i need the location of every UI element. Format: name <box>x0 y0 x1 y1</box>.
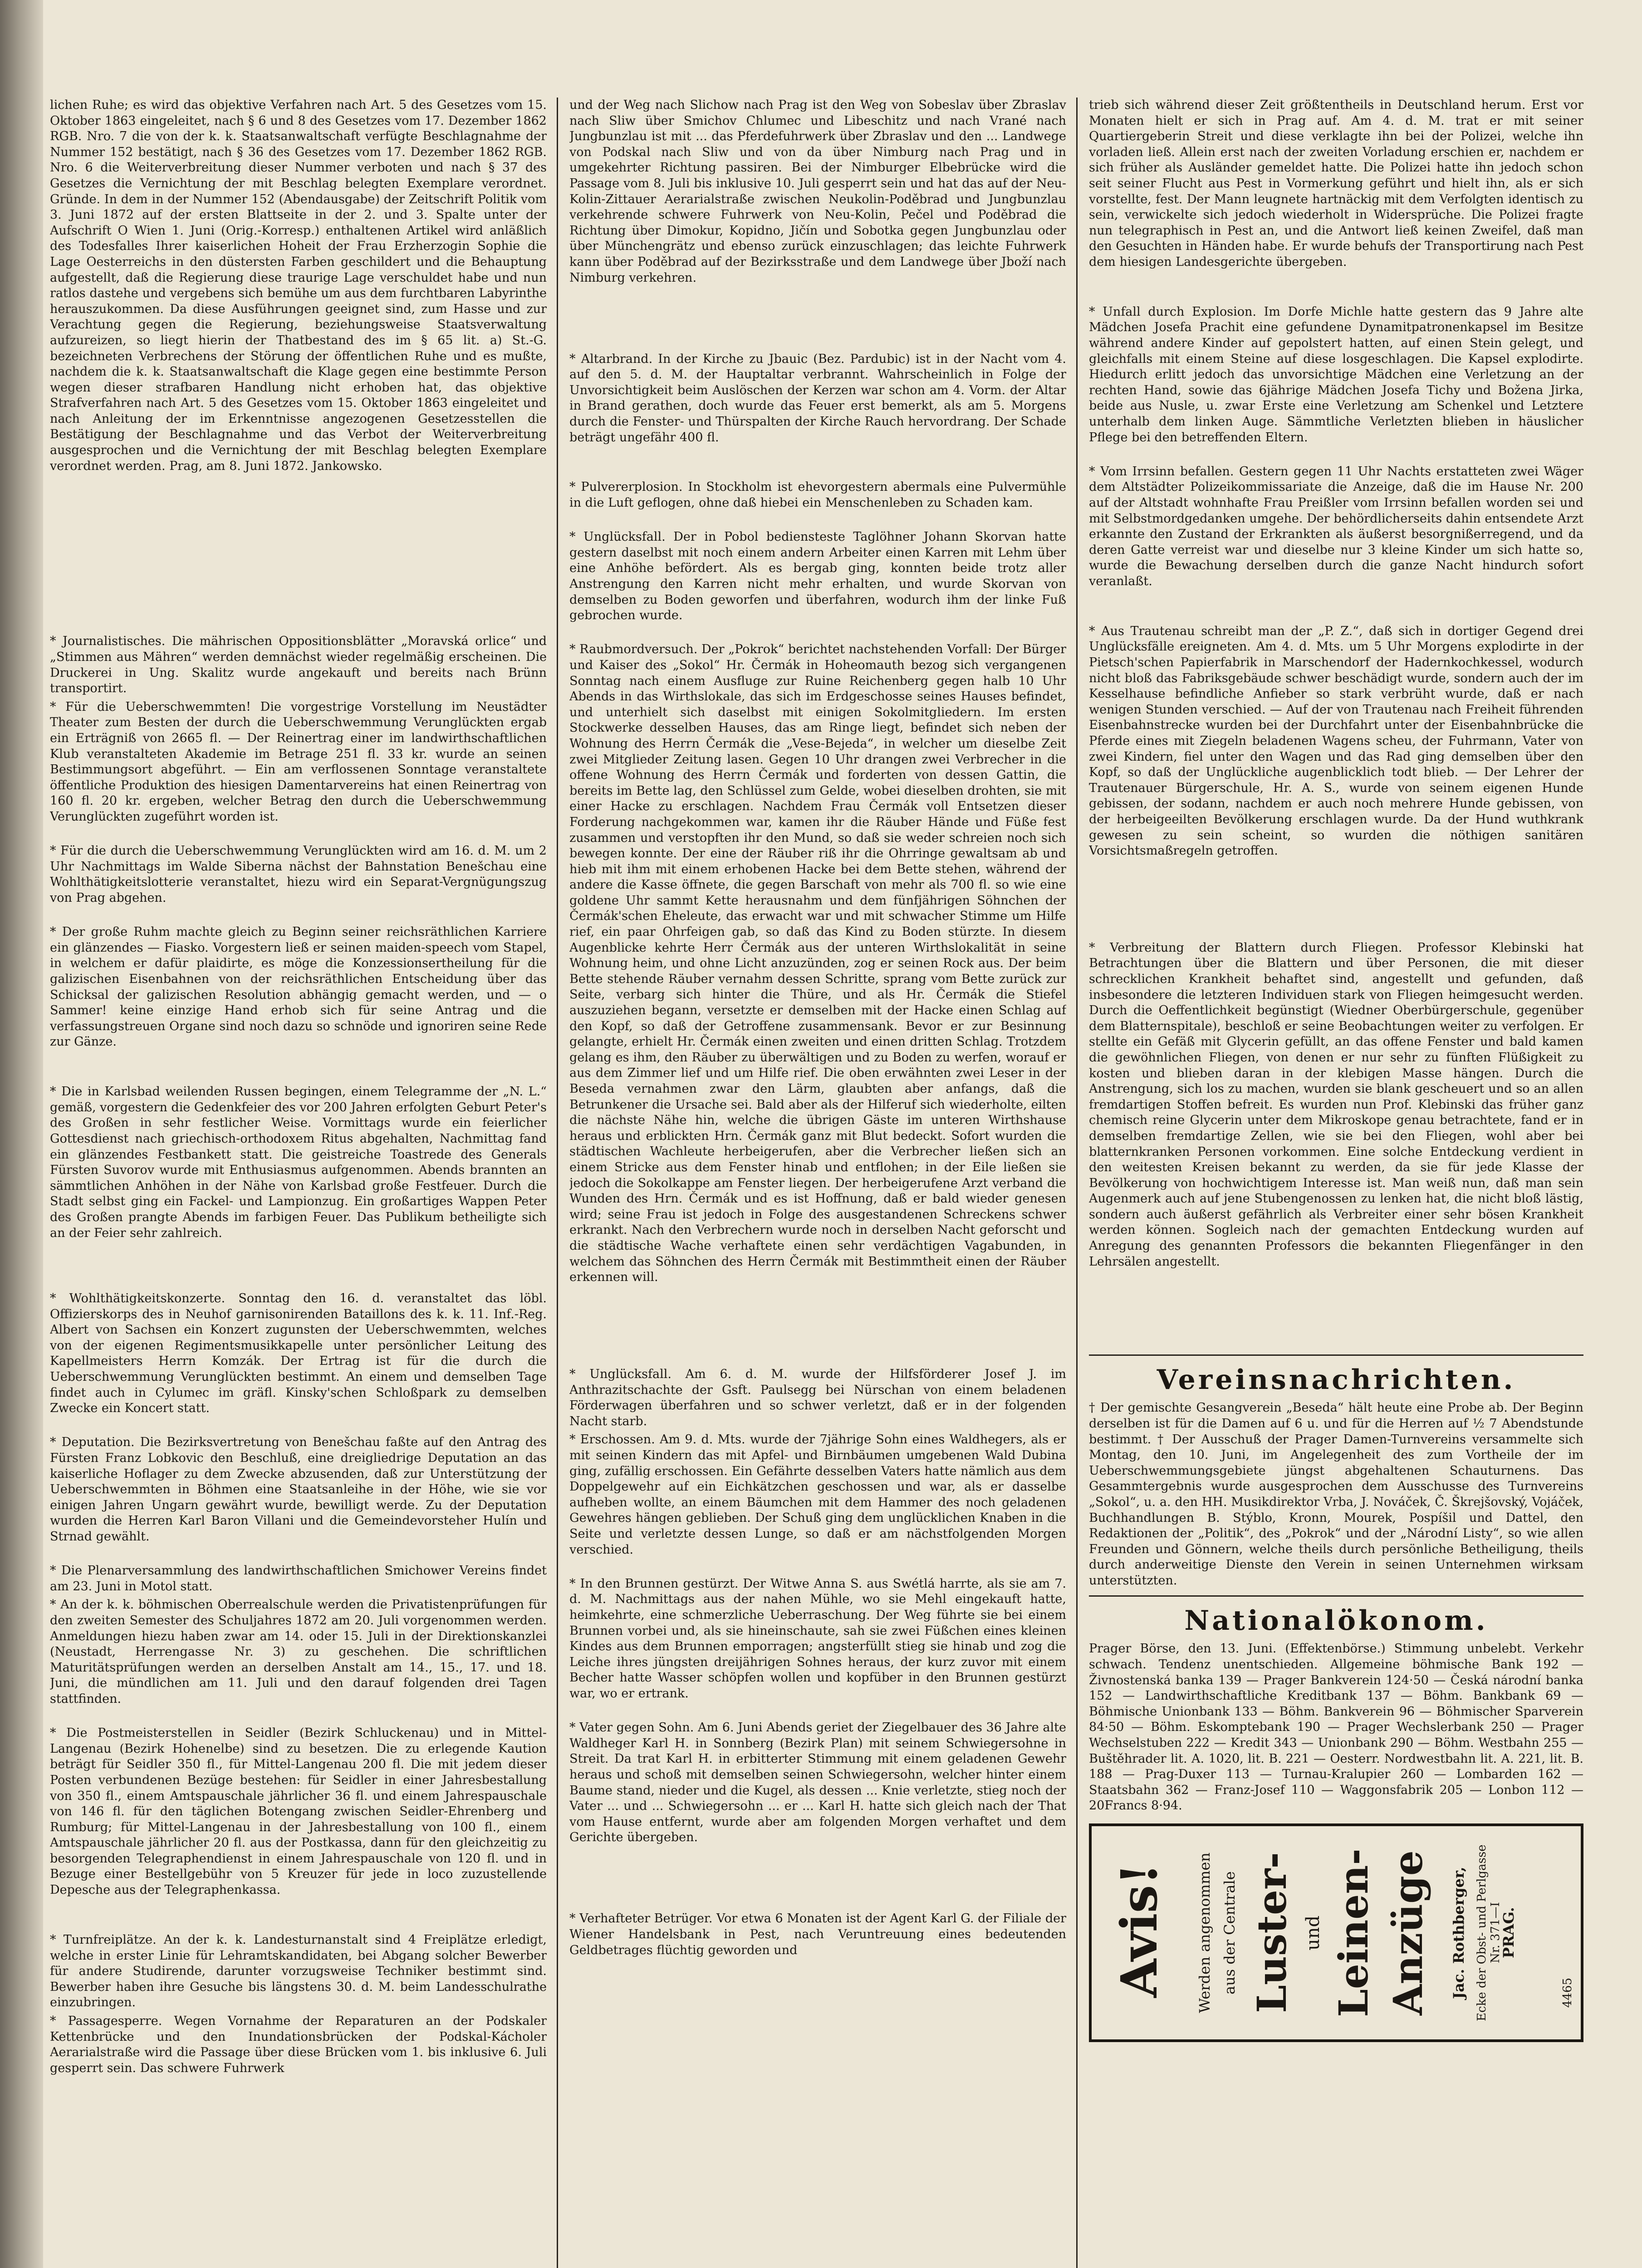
article: * Pulvererplosion. In Stockholm ist ehevorgestern abermals eine Pulvermühle in die Luft geflogen, ohne daß hiebei ein Menschenleben zu Schaden kam. <box>569 480 1066 510</box>
avis-und: und <box>1303 1915 1323 1950</box>
article: trieb sich während dieser Zeit größtentheils in Deutschland herum. Erst vor Monaten hielt er sich in Prag auf. Am 4. d. M. trat er mit seiner Quartiergeberin Streit und diese verklagte ihn bei der Polizei, welche ihn vorladen ließ. Allein erst nach der zweiten Vorladung erschien er, nachdem er sich früher als Ausländer gemeldet hatte. Die Polizei hatte ihn jedoch schon seit seiner Flucht aus Pest in Vormerkung geführt und hielt ihn, als er sich vorstellte, fest. Der Mann leugnete hartnäckig mit dem Verfolgten identisch zu sein, verwickelte sich jedoch wiederholt in Widersprüche. Die Polizei fragte nun telegraphisch in Pest an, und die Antwort ließ keinen Zweifel, daß man den Gesuchten in Händen habe. Er wurde behufs der Transportirung nach Pest dem hiesigen Landesgerichte übergeben. <box>1089 98 1583 269</box>
article: * Verbreitung der Blattern durch Fliegen. Professor Klebinski hat Betrachtungen über die Blattern und über Personen, die mit dieser schrecklichen Krankheit behaftet sind, angestellt und gefunden, daß insbesondere die letzteren Individuen stark von Fliegen heimgesucht werden. Durch die Oeffentlichkeit begünstigt (Wiedner Oberbürgerschule, gegenüber dem Blatternspitale), beschloß er seine Beobachtungen weiter zu verfolgen. Er stellte ein Gefäß mit Glycerin gefüllt, an das offene Fenster und bald kamen die gewöhnlichen Fliegen, von denen er nur sehr zu fünften Flüßigkeit zu kosten und blieben daran in der klebigen Masse hängen. Durch die Anstrengung, sich los zu machen, wurden sie blank gescheuert und so an allen fremdartigen Stoffen befreit. Es wurden nun Prof. Klebinski das früher ganz chemisch reine Glycerin unter dem Mikroskope genau betrachtete, fand er in demselben fremdartige Zellen, wie sie bei den Fliegen, wohl aber bei blatternkranken Personen vorkommen. Eine solche Entdeckung verdient in den weitesten Kreisen bekannt zu werden, da sie für jede Klasse der Bevölkerung von hochwichtigem Interesse ist. Man weiß nun, daß man sein Augenmerk auch auf jene Stubengenossen zu lenken hat, die nicht bloß lästig, sondern auch äußerst gefährlich als Verbreiter einer sehr bösen Krankheit werden können. Sogleich nach der gemachten Entdeckung wurden auf Anregung des genannten Professors die bekannten Fliegenfänger in den Lehrsälen angestellt. <box>1089 940 1583 1269</box>
article: * An der k. k. böhmischen Oberrealschule werden die Privatistenprüfungen für den zweiten Semester des Schuljahres 1872 am 20. Juli vorgenommen werden. Anmeldungen hiezu haben zwar am 14. oder 15. Juli in der Direktionskanzlei (Neustadt, Herrengasse Nr. 3) zu geschehen. Die schriftlichen Maturitätsprüfungen werden an derselben Anstalt am 14., 15., 17. und 18. Juni, die mündlichen am 11. Juli und den darauf folgenden drei Tagen stattfinden. <box>50 1598 547 1706</box>
avis-luster: Luster- <box>1248 1852 1295 2014</box>
article: * Passagesperre. Wegen Vornahme der Reparaturen an der Podskaler Kettenbrücke und den Inundationsbrücken der Podskal-Kácholer Aerarialstraße wird die Passage über diese Brücken vom 1. bis inklusive 6. Juli gesperrt sein. Das schwere Fuhrwerk <box>50 2014 547 2075</box>
column-1 <box>50 98 547 2079</box>
article: * Die in Karlsbad weilenden Russen begingen, einem Telegramme der „N. L.“ gemäß, vorgestern die Gedenkfeier des vor 200 Jahren erfolgten Geburt Peter's des Großen in sehr festlicher Weise. Vormittags wurde ein feierlicher Gottesdienst nach griechisch-orthodoxem Ritus abgehalten, Nachmittag fand ein glänzendes Festbankett statt. Die geistreiche Toastrede des Generals Fürsten Suvorov wurde mit Enthusiasmus aufgenommen. Abends brannten an sämmtlichen Anhöhen in der Nähe von Karlsbad große Festfeuer. Durch die Stadt selbst ging ein Fackel- und Lampionzug. Ein großartiges Wappen Peter des Großen prangte Abends im farbigen Feuer. Das Publikum betheiligte sich an der Feier sehr zahlreich. <box>50 1085 547 1240</box>
column-rule <box>557 98 558 2268</box>
binding-shadow <box>0 0 43 2268</box>
avis-leinen: Leinen- <box>1330 1848 1377 2018</box>
avis-number: 4465 <box>1561 1978 1574 2008</box>
article: * Vater gegen Sohn. Am 6. Juni Abends geriet der Ziegelbauer des 36 Jahre alte Waldheger Karl H. in Sonnberg (Bezirk Plan) mit seinem Schwiegersohne in Streit. Da trat Karl H. in erbitterter Stimmung mit einem geladenen Gewehr heraus und schoß mit demselben seinen Schwiegersohn, welcher hinter einem Baume stand, nieder und die Kugel, als dessen ... Knie verletzte, stieg noch der Vater ... und ... Schwiegersohn ... er ... Karl H. hatte sich gleich nach der That vom Hause entfernt, wurde aber am folgenden Morgen verhaftet und dem Gerichte übergeben. <box>569 1721 1066 1845</box>
avis-advertisement <box>1089 1823 1583 2042</box>
article: * Unglücksfall. Der in Pobol bediensteste Taglöhner Johann Skorvan hatte gestern daselbst mit noch einem andern Arbeiter einen Karren mit Lehm über eine Anhöhe befördert. Als es bergab ging, konnten beide trotz aller Anstrengung den Karren nicht mehr erhalten, und wurde Skorvan von demselben zu Boden geworfen und überfahren, wodurch ihm der linke Fuß gebrochen wurde. <box>569 530 1066 623</box>
article: * Für die Ueberschwemmten! Die vorgestrige Vorstellung im Neustädter Theater zum Besten der durch die Ueberschwemmung Verunglückten ergab ein Erträgniß von 2665 fl. — Der Reinertrag einer im landwirthschaftlichen Klub veranstalteten Akademie im Betrage 251 fl. 33 kr. wurde an seinen Bestimmungsort abgeführt. — Ein am verflossenen Sonntage veranstaltete öffentliche Produktion des hiesigen Damentarvereins hat einen Reinertrag von 160 fl. 20 kr. ergeben, welcher Betrag den durch die Ueberschwemmung Verunglückten zugeführt worden ist. <box>50 699 547 824</box>
article: * Der große Ruhm machte gleich zu Beginn seiner reichsräthlichen Karriere ein glänzendes — Fiasko. Vorgestern ließ er seinen maiden-speech vom Stapel, in welchem er dafür plaidirte, es möge die Konzessionsertheilung für die galizischen Eisenbahnen von der reichsräthlichen Entscheidung über das Schicksal der galizischen Resolution abhängig gemacht werden, und — o Sammer! keine einzige Hand erhob sich für seine Antrag und die verfassungstreuen Organe sind noch dazu so schnöde und ignoriren seine Rede zur Gänze. <box>50 925 547 1049</box>
section-divider <box>1089 1354 1583 1356</box>
article: * In den Brunnen gestürzt. Der Witwe Anna S. aus Swétlá harrte, als sie am 7. d. M. Nachmittags aus der nahen Mühle, wo sie Mehl eingekauft hatte, heimkehrte, eine schmerzliche Ueberraschung. Der Weg führte sie bei einem Brunnen vorbei und, als sie hineinschaute, sah sie zwei Füßchen eines kleinen Kindes aus dem Brunnen emporragen; angsterfüllt stieg sie hinab und zog die Leiche ihres jüngsten dreijährigen Sohnes heraus, der kurz zuvor mit einem Becher hatte Wasser schöpfen wollen und kopfüber in den Brunnen gestürzt war, wo er ertrank. <box>569 1576 1066 1701</box>
avis-anzuege: Anzüge <box>1384 1850 1431 2016</box>
article: * Verhafteter Betrüger. Vor etwa 6 Monaten ist der Agent Karl G. der Filiale der Wiener Handelsbank in Pest, nach Veruntreuung eines bedeutenden Geldbetrages flüchtig geworden und <box>569 1911 1066 1957</box>
article: * Aus Trautenau schreibt man der „P. Z.“, daß sich in dortiger Gegend drei Unglücksfälle ereigneten. Am 4. d. Mts. um 5 Uhr Morgens explodirte in der Pietsch'schen Papierfabrik in Marschendorf der Hadernkochkessel, wodurch nicht bloß das Fabriksgebäude schwer beschädigt wurde, sondern auch der im Kesselhause befindliche Anfieber so stark verbrüht wurde, daß er nach wenigen Stunden verschied. — Auf der von Trautenau nach Freiheit führenden Eisenbahnstrecke wurden bei der Durchfahrt unter der Eisenbahnbrücke die Pferde eines mit Ziegeln beladenen Wagens scheu, der Fuhrmann, Vater von zwei Kindern, fiel unter den Wagen und das Rad ging demselben über den Kopf, so daß der Unglückliche augenblicklich todt blieb. — Der Lehrer der Trautenauer Bürgerschule, Hr. A. S., wurde von seinem eigenen Hunde gebissen, der sodann, nachdem er auch noch mehrere Hunde gebissen, von der herbeigeeilten Bevölkerung erschlagen wurde. Da der Hund wuthkrank gewesen zu sein scheint, so wurden die nöthigen sanitären Vorsichtsmaßregeln getroffen. <box>1089 624 1583 858</box>
boerse-text: Prager Börse, den 13. Juni. (Effektenbörse.) Stimmung unbelebt. Verkehr schwach. Tendenz unentschieden. Allgemeine böhmische Bank 192 — Živnostenská banka 139 — Prager Bankverein 124·50 — Česká národní banka 152 — Landwirthschaftliche Kreditbank 137 — Böhm. Bankbank 69 — Böhmische Unionbank 133 — Böhm. Bankverein 96 — Böhmischer Sparverein 84·50 — Böhm. Eskomptebank 190 — Prager Wechslerbank 250 — Prager Wechselstuben 222 — Kredit 343 — Unionbank 290 — Böhm. Westbahn 255 — Buštěhrader lit. A. 1020, lit. B. 221 — Oesterr. Nordwestbahn lit. A. 221, lit. B. 188 — Prag-Duxer 113 — Turnau-Kralupier 260 — Lombarden 162 — Staatsbahn 362 — Franz-Josef 110 — Waggonsfabrik 205 — Lonbon 112 — 20Francs 8·94. <box>1089 1642 1583 1813</box>
avis-line-2: aus der Centrale <box>1221 1871 1238 1995</box>
section-divider <box>1089 1595 1583 1597</box>
article: * Die Postmeisterstellen in Seidler (Bezirk Schluckenau) und in Mittel-Langenau (Bezirk Hohenelbe) sind zu besetzen. Die zu erlegende Kaution beträgt für Seidler 350 fl., für Mittel-Langenau 200 fl. Die mit jedem dieser Posten verbundenen Bezüge bestehen: für Seidler in einer Jahresbestallung von 350 fl., einem Amtspauschale jährlicher 36 fl. und einem Jahrespauschale von 146 fl. für den täglichen Botengang zwischen Seidler-Ehrenberg und Rumburg; für Mittel-Langenau in der Jahresbestallung von 100 fl., einem Amtspauschale jährlicher 20 fl. aus der Postkassa, dann für den gleichzeitig zu besorgenden Telegraphendienst in einem Jahrespauschale von 120 fl. und in Bezuge einer Bestellgebühr von 5 Kreuzer für jede in loco zuzustellende Depesche aus der Telegraphenkassa. <box>50 1726 547 1897</box>
avis-firm: Jac. Rothberger, <box>1450 1867 1467 1999</box>
avis-title: Avis! <box>1110 1863 1168 1998</box>
article: * Raubmordversuch. Der „Pokrok“ berichtet nachstehenden Vorfall: Der Bürger und Kaiser des „Sokol“ Hr. Čermák in Hoheomauth bezog sich vergangenen Sonntag nach einem Ausfluge zur Ruine Reichenberg gegen halb 10 Uhr Abends in das Wirthslokale, das sich im Erdgeschosse seines Hauses befindet, und unterhielt sich daselbst mit einigen Sokolmitgliedern. Im ersten Stockwerke desselben Hauses, das am Ringe liegt, befindet sich neben der Wohnung des Herrn Čermák die „Vese-Bejeda“, in welcher um dieselbe Zeit zwei Mitglieder Zeitung lasen. Gegen 10 Uhr drangen zwei Verbrecher in die offene Wohnung des Herrn Čermák und forderten von dessen Gattin, die bereits im Bette lag, den Schlüssel zum Gelde, wobei dieselben drohten, sie mit einer Hacke zu erschlagen. Nachdem Frau Čermák voll Entsetzen dieser Forderung nachgekommen war, kamen ihr die Räuber Hände und Füße fest zusammen und verstopften ihr den Mund, so daß sie weder schreien noch sich bewegen konnte. Der eine der Räuber riß ihr die Ohrringe gewaltsam ab und hieb mit ihm mit einem erhobenen Hacke bei dem Bette stehen, während der andere die Kasse öffnete, die gegen Barschaft von mehr als 700 fl. so wie eine goldene Uhr sammt Kette herausnahm und dem fünfjährigen Söhnchen der Čermák'schen Eheleute, das erwacht war und mit schwacher Stimme um Hilfe rief, ein paar Ohrfeigen gab, so daß das Kind zu Boden stürzte. In diesem Augenblicke kehrte Herr Čermák aus der unteren Wirthslokalität in seine Wohnung heim, und ohne Licht anzuzünden, zog er seinen Rock aus. Der beim Bette stehende Räuber vernahm dessen Schritte, sprang vom Bette zurück zur Seite, verbarg sich hinter die Thüre, und als Hr. Čermák die Stiefel auszuziehen begann, versetzte er demselben mit der Hacke einen Schlag auf den Kopf, so daß der Getroffene zusammensank. Bevor er zur Besinnung gelangte, erhielt Hr. Čermák einen zweiten und einen dritten Schlag. Trotzdem gelang es ihm, den Räuber zu überwältigen und zu Boden zu werfen, worauf er aus dem Zimmer lief und um Hilfe rief. Die oben erwähnten zwei Leser in der Beseda vernahmen zwar den Lärm, glaubten aber anfangs, daß die Betrunkener die Ursache sei. Bald aber als der Hilferuf sich wiederholte, eilten die nächste Nähe hin, welche die übrigen Gäste im unteren Wirthshause heraus und erblickten Hrn. Čermák ganz mit Blut bedeckt. Sofort wurden die städtischen Wachleute herbeigerufen, aber die Verbrecher ließen sich an einem Stricke aus dem Fenster hinab und entflohen; in der Eile ließen sie jedoch die Sokolkappe am Fenster liegen. Der herbeigerufene Arzt verband die Wunden des Hrn. Čermák und es ist Hoffnung, daß er bald wieder genesen wird; seine Frau ist jedoch in Folge des ausgestandenen Schreckens schwer erkrankt. Nach den Verbrechern wurde noch in derselben Nacht geforscht und die städtische Wache verhaftete einen sehr verdächtigen Vagabunden, in welchem das Söhnchen des Herrn Čermák mit Bestimmtheit einen der Räuber erkennen will. <box>569 642 1066 1285</box>
column-3 <box>1089 98 1583 2042</box>
oekonom-heading: Nationalökonom. <box>1184 1605 1488 1637</box>
article: * Altarbrand. In der Kirche zu Jbauic (Bez. Pardubic) ist in der Nacht vom 4. auf den 5. d. M. der Hauptaltar verbrannt. Wahrscheinlich in Folge der Unvorsichtigkeit beim Auslöschen der Kerzen war schon am 4. Vorm. der Altar in Brand gerathen, doch wurde das Feuer erst bemerkt, als am 5. Morgens durch die Fenster- und Thürspalten der Kirche Rauch hervordrang. Der Schade beträgt ungefähr 400 fl. <box>569 352 1066 445</box>
column-rule <box>1076 98 1078 2268</box>
article: * Deputation. Die Bezirksvertretung von Benešchau faßte auf den Antrag des Fürsten Franz Lobkovic den Beschluß, eine dreigliedrige Deputation an das kaiserliche Hoflager zu dem Zwecke abzusenden, daß zur Unterstützung der Ueberschwemmten in Böhmen eine Staatsanleihe in der Höhe, wie sie vor einigen Jahren Ungarn gewährt wurde, bewilligt werde. Zu der Deputation wurden die Herren Karl Baron Villani und die Gemeindevorsteher Hulín und Strnad gewählt. <box>50 1435 547 1544</box>
avis-line-1: Werden angenommen <box>1196 1853 1213 2014</box>
article: * Erschossen. Am 9. d. Mts. wurde der 7jährige Sohn eines Waldhegers, als er mit seinen Kindern das mit Apfel- und Birnbäumen umgebenen Wald Dubina ging, zufällig erschossen. Ein Gefährte desselben Vaters hatte nämlich aus dem Doppelgewehr auf ein Eichkätzchen geschossen und war, als er dasselbe aufheben wollte, an einem Bäumchen mit dem Hammer des noch geladenen Gewehres hängen geblieben. Der Schuß ging dem unglücklichen Knaben in die Seite und verletzte dessen Lunge, so daß er am nächstfolgenden Morgen verschied. <box>569 1432 1066 1557</box>
article: und der Weg nach Slichow nach Prag ist den Weg von Sobeslav über Zbraslav nach Sliw über Smichov Chlumec und Libeschitz und nach Vrané nach Jungbunzlau ist mit ... das Pferdefuhrwerk über Zbraslav und den ... Landwege von Podskal nach Sliw und von da über Nimburg nach Prag und in umgekehrter Richtung passiren. Bei der Nimburger Elbebrücke wird die Passage vom 8. Juli bis inklusive 10. Juli gesperrt sein und hat das auf der Neu-Kolin-Zittauer Aerarialstraße zwischen Neukolin-Poděbrad und Jungbunzlau verkehrende schwere Fuhrwerk von Neu-Kolin, Pečel und Poděbrad die Richtung über Dimokur, Kopidno, Jičín und Sobotka gegen Jungbunzlau oder über Münchengrätz und ebenso zurück einzuschlagen; das leichte Fuhrwerk kann über Poděbrad auf der Bezirksstraße und dem Landwege über Jboží nach Nimburg verkehren. <box>569 98 1066 285</box>
column-2 <box>569 98 1066 1961</box>
article: * Für die durch die Ueberschwemmung Verunglückten wird am 16. d. M. um 2 Uhr Nachmittags im Walde Siberna nächst der Bahnstation Benešchau eine Wohlthätigkeitslotterie veranstaltet, hiezu wird ein Separat-Vergnügungszug von Prag abgehen. <box>50 844 547 905</box>
article: * Vom Irrsinn befallen. Gestern gegen 11 Uhr Nachts erstatteten zwei Wäger dem Altstädter Polizeikommissariate die Anzeige, daß die im Hause Nr. 200 auf der Altstadt wohnhafte Frau Preißler vom Irrsinn befallen worden sei und mit Selbstmordgedanken umgehe. Der behördlicherseits dahin entsendete Arzt erkannte den Zustand der Erkrankten als äußerst besorgnißerregend, und da deren Gatte verreist war und dieselbe nur 3 kleine Kinder um sich hatte so, wurde die Bewachung derselben durch die ganze Nacht hindurch sofort veranlaßt. <box>1089 464 1583 588</box>
article: * Unfall durch Explosion. Im Dorfe Michle hatte gestern das 9 Jahre alte Mädchen Josefa Prachit eine gefundene Dynamitpatronenkapsel im Besitze während andere Kinder auf gepolstert hatten, auf einen Stein gelegt, und gleichfalls mit einem Steine auf diese losgeschlagen. Die Kapsel explodirte. Hiedurch erlitt jedoch das unvorsichtige Mädchen eine Verletzung an der rechten Hand, sowie das 6jährige Mädchen Josefa Tichy und Božena Jirka, beide aus Nusle, u. zwar Erste eine Verletzung am Schenkel und Letztere unterhalb dem linken Auge. Sämmtliche Verletzten blieben in häuslicher Pflege bei den betreffenden Eltern. <box>1089 304 1583 445</box>
article: * Journalistisches. Die mährischen Oppositionsblätter „Moravská orlice“ und „Stimmen aus Mähren“ werden demnächst wieder regelmäßig erscheinen. Die Druckerei in Ung. Skalitz wurde angekauft und bereits nach Brünn transportirt. <box>50 634 547 696</box>
newspaper-page <box>50 98 1583 2268</box>
avis-address: Ecke der Obst- und Perlgasse Nr. 371—I <box>1475 1844 1502 2022</box>
article: * Unglücksfall. Am 6. d. M. wurde der Hilfsförderer Josef J. im Anthrazitschachte der Gsft. Paulsegg bei Nürschan von einem beladenen Förderwagen überfahren und so schwer verletzt, daß er in der folgenden Nacht starb. <box>569 1367 1066 1428</box>
article: * Turnfreiplätze. An der k. k. Landesturnanstalt sind 4 Freiplätze erledigt, welche in erster Linie für Lehramtskandidaten, bei Abgang solcher Bewerber für andere Studirende, darunter vorzugsweise Techniker bestimmt sind. Bewerber haben ihre Gesuche bis längstens 30. d. M. beim Landesschulrathe einzubringen. <box>50 1932 547 2010</box>
article: lichen Ruhe; es wird das objektive Verfahren nach Art. 5 des Gesetzes vom 15. Oktober 1863 eingeleitet, nach § 6 und 8 des Gesetzes vom 17. Dezember 1862 RGB. Nro. 7 die von der k. k. Staatsanwaltschaft verfügte Beschlagnahme der Nummer 152 bestätigt, nach § 36 des Gesetzes vom 17. Dezember 1862 RGB. Nro. 6 die Weiterverbreitung dieser Nummer verboten und nach § 37 des Gesetzes die Vernichtung der mit Beschlag belegten Exemplare verordnet. Gründe. In dem in der Nummer 152 (Abendausgabe) der Zeitschrift Politik vom 3. Juni 1872 auf der ersten Blattseite in der 2. und 3. Spalte unter der Aufschrift O Wien 1. Juni (Orig.-Korresp.) enthaltenen Artikel wird anläßlich des Todesfalles Ihrer kaiserlichen Hoheit der Frau Erzherzogin Sophie die Lage Oesterreichs in den düstersten Farben geschildert und die Behauptung aufgestellt, daß die Regierung diese traurige Lage verschuldet habe und nun ratlos dastehe und vergebens sich bemühe um aus dem furchtbaren Labyrinthe herauszukommen. Da diese Ausführungen geeignet sind, zum Hasse und zur Verachtung gegen die Regierung, beziehungsweise Staatsverwaltung aufzureizen, so liegt hierin der Thatbestand des im § 65 lit. a) St.-G. bezeichneten Verbrechens der Störung der öffentlichen Ruhe und es mußte, nachdem die k. k. Staatsanwaltschaft die Klage gegen eine bestimmte Person wegen dieser strafbaren Handlung nicht erhoben hat, das objektive Strafverfahren nach Art. 5 des Gesetzes vom 15. Oktober 1863 eingeleitet und nach Anleitung der im Erkenntnisse angezogenen Gesetzesstellen die Bestätigung der Beschlagnahme und das Verbot der Weiterverbreitung ausgesprochen und die Vernichtung der mit Beschlag belegten Exemplare verordnet werden. Prag, am 8. Juni 1872. Jankowsko. <box>50 98 547 473</box>
vereins-heading: Vereinsnachrichten. <box>1157 1364 1516 1396</box>
article: * Die Plenarversammlung des landwirthschaftlichen Smichower Vereins findet am 23. Juni in Motol statt. <box>50 1564 547 1593</box>
avis-city: PRAG. <box>1500 1907 1517 1959</box>
article: * Wohlthätigkeitskonzerte. Sonntag den 16. d. veranstaltet das löbl. Offizierskorps des in Neuhof garnisonirenden Bataillons des k. k. 11. Inf.-Reg. Albert von Sachsen ein Konzert zugunsten der Ueberschwemmten, welches von der eigenen Regimentsmusikkapelle unter persönlicher Leitung des Kapellmeisters Herrn Komzák. Der Ertrag ist für die durch die Ueberschwemmung Verunglückten bestimmt. An einem und demselben Tage findet auch in Cylumec im gräfl. Kinsky'schen Schloßpark zu demselben Zwecke ein Koncert statt. <box>50 1291 547 1416</box>
vereins-text: † Der gemischte Gesangverein „Beseda“ hält heute eine Probe ab. Der Beginn derselben ist für die Damen auf 6 u. und für die Herren auf ½ 7 Abendstunde bestimmt. † Der Ausschuß der Prager Damen-Turnvereins versammelte sich Montag, den 10. Juni, im Angelegenheit des zum Vortheile der im Ueberschwemmungsgebiete jüngst abgehaltenen Schauturnens. Das Gesammtergebnis wurde ausgesprochen dem Ausschusse des Turnvereins „Sokol“, u. a. den HH. Musikdirektor Vrba, J. Nováček, Č. Škrejšovský, Vojáček, Buchhandlungen B. Stýblo, Kronn, Mourek, Pospíšil und Dattel, den Redaktionen der „Politik“, des „Pokrok“ und der „Národní Listy“, so wie allen Freunden und Gönnern, welche theils durch persönliche Betheiligung, theils durch anderweitige Dienste den Verein in seinen Unternehmen wirksam unterstützten. <box>1089 1401 1583 1588</box>
